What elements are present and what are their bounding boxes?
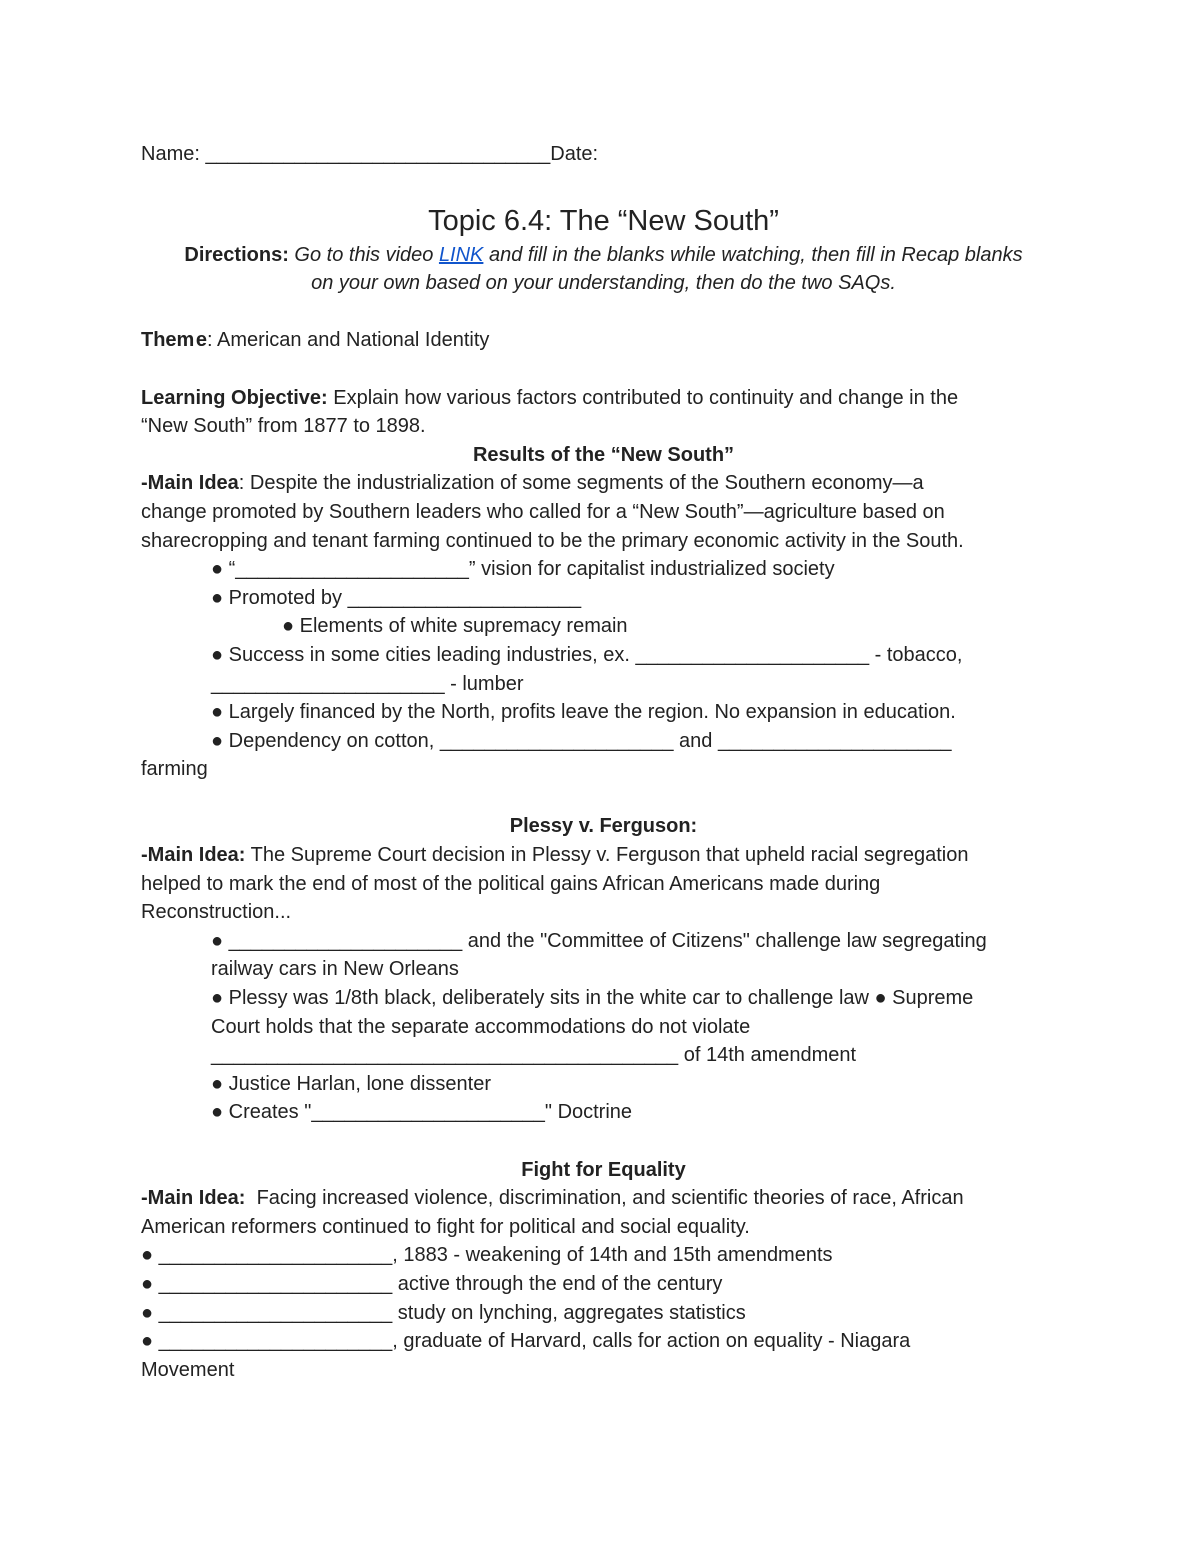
name-label: Name: bbox=[141, 143, 206, 165]
s3-bullet-3: ● _____________________ study on lynching, aggregates statistics bbox=[141, 1301, 746, 1324]
s3-bullet-4-line-1: ● _____________________, graduate of Harvard, calls for action on equality - Niagara bbox=[141, 1330, 911, 1353]
s3-main-idea-text-1: Facing increased violence, discrimination, and scientific theories of race, African bbox=[245, 1187, 964, 1210]
objective-text-1: Explain how various factors contributed to continuity and change in the bbox=[327, 386, 959, 409]
theme-value: : American and National Identity bbox=[207, 329, 490, 352]
s2-bullet-4: ● Creates "_____________________" Doctrine bbox=[211, 1101, 633, 1124]
s1-bullet-5: ● Largely financed by the North, profits leave the region. No expansion in education. bbox=[211, 701, 956, 724]
s1-bullet-3: ● Elements of white supremacy remain bbox=[282, 615, 628, 638]
s1-bullet-4-line-1: ● Success in some cities leading industries, ex. _____________________ - tobacco, bbox=[211, 643, 963, 666]
directions-label: Directions: bbox=[184, 243, 289, 266]
directions-line-2 bbox=[141, 269, 1066, 298]
objective-line-1 bbox=[141, 384, 1066, 413]
s1-bullet-2: ● Promoted by _____________________ bbox=[211, 586, 582, 609]
s1-main-idea-1 bbox=[141, 469, 1066, 498]
section-heading-plessy: Plessy v. Ferguson: bbox=[509, 815, 698, 838]
s3-bullet-4-line-2: Movement bbox=[141, 1358, 235, 1381]
s1-main-idea-label: -Main Idea bbox=[141, 472, 239, 495]
spacer bbox=[141, 784, 1066, 813]
s1-main-idea-text-1: : Despite the industrialization of some segments of the Southern economy—a bbox=[238, 472, 924, 495]
objective-line-2: “New South” from 1877 to 1898. bbox=[141, 415, 426, 438]
worksheet-content bbox=[141, 140, 1066, 1384]
s2-bullet-2-line-2: Court holds that the separate accommodations do not violate bbox=[211, 1015, 751, 1038]
name-blank: _______________________________ bbox=[205, 143, 551, 165]
s1-bullet-4-line-2: _____________________ - lumber bbox=[211, 672, 524, 695]
s3-bullet-1: ● _____________________, 1883 - weakening of 14th and 15th amendments bbox=[141, 1244, 833, 1267]
spacer bbox=[141, 1127, 1066, 1156]
directions-text-3: on your own based on your understanding, then do the two SAQs. bbox=[311, 272, 896, 295]
s2-main-idea-3: Reconstruction... bbox=[141, 901, 292, 924]
s3-main-idea-2: American reformers continued to fight for political and social equality. bbox=[141, 1215, 750, 1238]
s2-bullet-1-line-1: ● _____________________ and the "Committee of Citizens" challenge law segregating bbox=[211, 929, 987, 952]
s2-bullet-3: ● Justice Harlan, lone dissenter bbox=[211, 1072, 491, 1095]
s1-main-idea-2: change promoted by Southern leaders who called for a “New South”—agriculture based on bbox=[141, 500, 945, 523]
spacer bbox=[141, 298, 1066, 327]
s2-bullet-1-line-2: railway cars in New Orleans bbox=[211, 958, 459, 981]
directions-text-2: and fill in the blanks while watching, then fill in Recap blanks bbox=[483, 243, 1023, 266]
theme-label-b: e bbox=[195, 329, 208, 352]
theme-label-a: Them bbox=[141, 329, 195, 352]
name-date-line bbox=[141, 140, 1066, 169]
s2-bullet-2-line-1: ● Plessy was 1/8th black, deliberately sits in the white car to challenge law ● Supreme bbox=[211, 987, 974, 1010]
theme-line bbox=[141, 326, 1066, 355]
s1-bullet-6-line-2: farming bbox=[141, 758, 208, 781]
s3-main-idea-label: -Main Idea: bbox=[141, 1187, 246, 1210]
s2-main-idea-2: helped to mark the end of most of the political gains African Americans made during bbox=[141, 872, 881, 895]
directions-text-1: Go to this video bbox=[288, 243, 439, 266]
s2-bullet-2-line-3: __________________________________________ of 14th amendment bbox=[211, 1044, 857, 1067]
page-title: Topic 6.4: The “New South” bbox=[428, 204, 779, 237]
s2-main-idea-1 bbox=[141, 841, 1066, 870]
s2-main-idea-label: -Main Idea: bbox=[141, 844, 246, 867]
date-label: Date: bbox=[550, 143, 599, 165]
directions-line-1 bbox=[141, 241, 1066, 270]
s1-bullet-6-line-1: ● Dependency on cotton, _____________________ and _____________________ bbox=[211, 729, 952, 752]
s3-main-idea-1 bbox=[141, 1184, 1066, 1213]
spacer bbox=[141, 355, 1066, 384]
s1-main-idea-3: sharecropping and tenant farming continued to be the primary economic activity in the South. bbox=[141, 529, 964, 552]
section-heading-new-south: Results of the “New South” bbox=[472, 443, 735, 466]
s3-bullet-2: ● _____________________ active through the end of the century bbox=[141, 1272, 723, 1295]
section-heading-equality: Fight for Equality bbox=[521, 1158, 686, 1181]
objective-label: Learning Objective: bbox=[141, 386, 328, 409]
s1-bullet-1: ● “_____________________” vision for capitalist industrialized society bbox=[211, 558, 835, 581]
s2-main-idea-text-1: The Supreme Court decision in Plessy v. Ferguson that upheld racial segregation bbox=[245, 844, 969, 867]
video-link[interactable]: LINK bbox=[438, 243, 484, 266]
